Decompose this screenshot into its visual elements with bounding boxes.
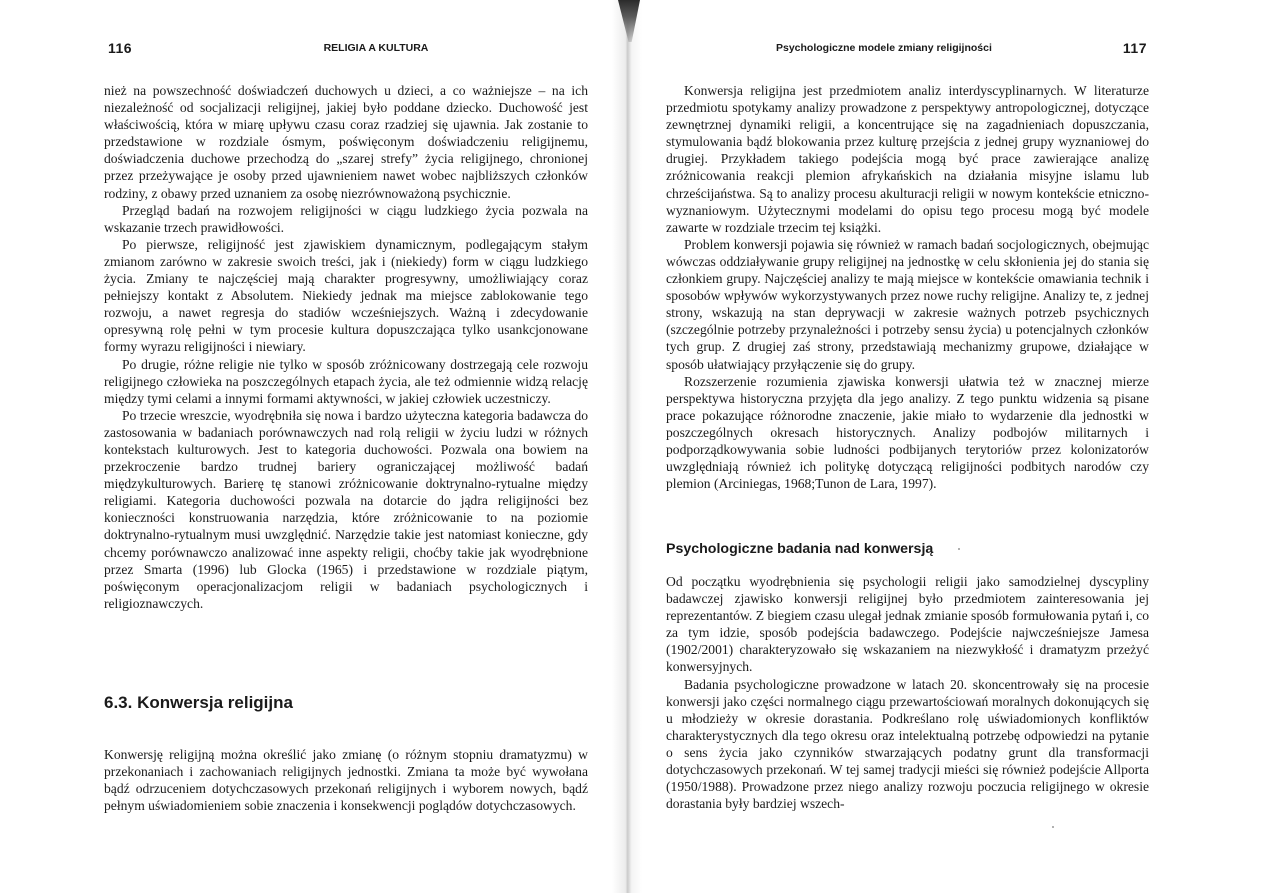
paragraph: Przegląd badań na rozwojem religijności w ciągu ludzkiego życia pozwala na wskazanie trzech prawidłowości.: [104, 202, 588, 235]
paragraph: Konwersja religijna jest przedmiotem analiz interdyscyplinarnych. W literaturze przedmiotu spotykamy analizy prowadzone z perspektywy antropologicznej, dotyczące zewnętrznej dynamiki religii, a koncentrujące się na zagadnieniach dopuszczania, stymulowania bądź blokowania przez kulturę przejścia z jednej grupy wyznaniowej do drugiej. Przykładem takiego podejścia mogą być prace zawierające analizę zróżnicowania reakcji plemion afrykańskich na działania misyjne islamu lub chrześcijaństwa. Są to analizy procesu akulturacji religii w nowym kontekście etniczno-wyznaniowym. Użytecznymi modelami do opisu tego procesu mogą być modele zawarte w rozdziale trzecim tej książki.: [666, 83, 1149, 235]
paragraph: Po drugie, różne religie nie tylko w sposób zróżnicowany dostrzegają cele rozwoju religijnego człowieka na poszczególnych etapach życia, ale też odmiennie widzą relację między tymi celami a innymi formami aktywności, w jakiej człowiek uczestniczy.: [104, 356, 588, 406]
paragraph: nież na powszechność doświadczeń duchowych u dzieci, a co ważniejsze – na ich niezależność od socjalizacji religijnej, jakiej było poddane dziecko. Duchowość jest właściwością, która w miarę upływu czasu coraz rzadziej się ujawnia. Jak zostanie to przedstawione w rozdziale ósmym, poświęconym doświadczeniu religijnemu, doświadczenia duchowe przechodzą do „szarej strefy” życia religijnego, chronionej przez przeżywające je osoby przed ujawnieniem nawet wobec najbliższych członków rodziny, z obawy przed uznaniem za osobę niezrównoważoną psychicznie.: [104, 83, 588, 201]
scan-speck: [958, 548, 960, 550]
left-body-bottom: [104, 746, 588, 814]
right-body-top: [666, 82, 1149, 492]
page-number: 116: [108, 40, 133, 56]
running-head: Psychologiczne modele zmiany religijności: [776, 42, 992, 54]
running-head: RELIGIA A KULTURA: [323, 42, 429, 54]
paragraph: Od początku wyodrębnienia się psychologii religii jako samodzielnej dyscypliny badawczej zjawisko konwersji religijnej było przedmiotem zainteresowania jej reprezentantów. Z biegiem czasu ulegał jednak zmianie sposób formułowania pytań i, co za tym idzie, sposób podejścia badawczego. Podejście najwcześniejsze Jamesa (1902/2001) charakteryzowało się wskazaniem na niezwykłość i dramatyzm przeżyć konwersyjnych.: [666, 574, 1149, 675]
left-page-header: [104, 40, 588, 58]
paragraph: Po pierwsze, religijność jest zjawiskiem dynamicznym, podlegającym stałym zmianom zarówno w zakresie swoich treści, jak i (niekiedy) form w ciągu ludzkiego życia. Zmiany te najczęściej mają charakter progresywny, umożliwiający coraz pełniejszy kontakt z Absolutem. Niekiedy jednak ma miejsce zablokowanie tego rozwoju, a nawet regresja do stadiów wcześniejszych. Ważną i zdecydowanie opresywną rolę pełni w tym procesie kultura dopuszczająca tylko usankcjonowane formy wyrazu religijności i niewiary.: [104, 236, 588, 355]
section-heading: Psychologiczne badania nad konwersją: [666, 541, 934, 557]
section-heading: 6.3. Konwersja religijna: [104, 693, 293, 712]
paragraph: Badania psychologiczne prowadzone w latach 20. skoncentrowały się na procesie konwersji jako części normalnego ciągu przewartościowań moralnych dokonujących się u młodzieży w okresie dorastania. Podkreślano rolę uświadomionych konfliktów charakterystycznych dla tego okresu oraz intelektualną potrzebę odpowiedzi na pytanie o sens życia jako czynników stwarzających podatny grunt dla transformacji dotychczasowych przekonań. W tej samej tradycji mieści się również podejście Allporta (1950/1988). Prowadzone przez niego analizy rozwoju poczucia religijnego w okresie dorastania były bardziej wszech-: [666, 676, 1149, 812]
scan-speck: [1052, 826, 1054, 828]
left-body-top: [104, 82, 588, 612]
right-page-header: [666, 40, 1149, 58]
book-spine-shadow: [612, 0, 642, 893]
page-number: 117: [1122, 40, 1147, 56]
right-body-bottom: [666, 573, 1149, 812]
paragraph: Konwersję religijną można określić jako zmianę (o różnym stopniu dramatyzmu) w przekonaniach i zachowaniach religijnych jednostki. Zmiana ta może być wywołana bądź odrzuceniem dotychczasowych przekonań religijnych i wyborem nowych, bądź pełnym uświadomieniem sobie znaczenia i konsekwencji poglądów dotychczasowych.: [104, 747, 588, 814]
paragraph: Rozszerzenie rozumienia zjawiska konwersji ułatwia też w znacznej mierze perspektywa historyczna przyjęta dla jego analizy. Z tego punktu widzenia są pisane prace pokazujące różnorodne znaczenie, jakie miało to wydarzenie dla jednostki w poszczególnych okresach historycznych. Analizy podbojów militarnych i podporządkowywania sobie ludności podbijanych terytoriów przez kolonizatorów uwzględniają również ich politykę dotyczącą religijności podbitych narodów czy plemion (Arciniegas, 1968;Tunon de Lara, 1997).: [666, 373, 1149, 492]
paragraph: Po trzecie wreszcie, wyodrębniła się nowa i bardzo użyteczna kategoria badawcza do zastosowania w badaniach porównawczych nad rolą religii w życiu ludzi w różnych kontekstach kulturowych. Jest to kategoria duchowości. Pozwala ona bowiem na przekroczenie bardzo trudnej bariery ograniczającej możliwość badań międzykulturowych. Barierę tę stanowi zróżnicowanie doktrynalno-rytualne między religiami. Kategoria duchowości pozwala na dotarcie do jądra religijności bez konieczności konstruowania narzędzia, które zróżnicowanie to na poziomie doktrynalno-rytualnym musi uwzględnić. Narzędzie takie jest natomiast konieczne, gdy chcemy porównawczo analizować inne aspekty religii, choćby takie jak wyodrębnione przez Smarta (1996) lub Glocka (1965) i przedstawione w rozdziale piątym, poświęconym operacjonalizacjom religii w badaniach psychologicznych i religioznawczych.: [104, 407, 588, 611]
paragraph: Problem konwersji pojawia się również w ramach badań socjologicznych, obejmując wówczas oddziaływanie grupy religijnej na jednostkę w celu skłonienia jej do stania się członkiem grupy. Najczęściej analizy te mają miejsce w kontekście omawiania technik i sposobów wpływów wykorzystywanych przez nowe ruchy religijne. Analizy te, z jednej strony, wskazują na stan deprywacji w zakresie ważnych potrzeb psychicznych (szczególnie potrzeby przynależności i potrzeby sensu życia) u potencjalnych członków tych grup. Z drugiej zaś strony, przedstawiają mechanizmy grupowe, działające w sposób ułatwiający przyłączenie się do grupy.: [666, 236, 1149, 372]
